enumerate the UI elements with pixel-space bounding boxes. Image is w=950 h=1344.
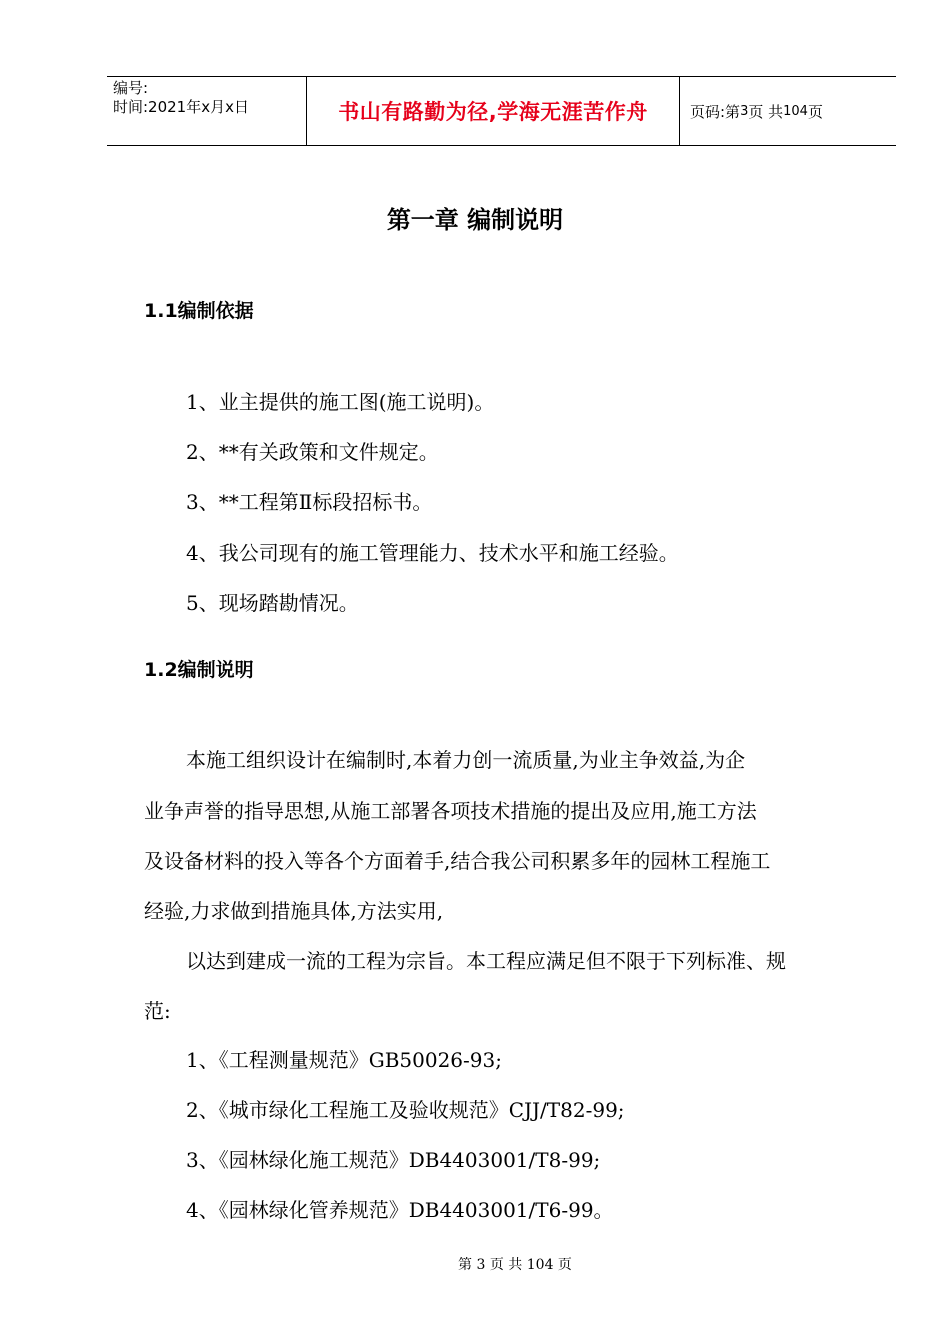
standard-item: 2、《城市绿化工程施工及验收规范》CJJ/T82-99; xyxy=(186,1098,625,1122)
standard-item: 3、《园林绿化施工规范》DB4403001/T8-99; xyxy=(186,1148,601,1172)
page-suffix: 页 xyxy=(807,102,823,121)
section-heading-notes: 1.2编制说明 xyxy=(144,659,254,681)
page-prefix: 页码:第 xyxy=(690,102,741,121)
basis-item: 1、业主提供的施工图(施工说明)。 xyxy=(186,390,495,414)
paragraph-line: 经验,力求做到措施具体,方法实用, xyxy=(144,899,444,923)
chapter-title: 第一章 编制说明 xyxy=(386,206,564,234)
paragraph-line: 业争声誉的指导思想,从施工部署各项技术措施的提出及应用,施工方法 xyxy=(144,799,757,823)
doc-number-label: 编号: xyxy=(113,79,149,97)
header-motto: 书山有路勤为径,学海无涯苦作舟 xyxy=(307,77,680,145)
page-footer: 第 3 页 共 104 页 xyxy=(458,1257,572,1273)
paragraph-line: 本施工组织设计在编制时,本着力创一流质量,为业主争效益,为企 xyxy=(186,748,746,772)
page-current: 3 xyxy=(740,103,749,119)
page-middle: 页 共 xyxy=(748,102,784,121)
header-page-number xyxy=(680,77,896,145)
standard-item: 4、《园林绿化管养规范》DB4403001/T6-99。 xyxy=(186,1198,614,1222)
doc-time-label: 时间:2021年x月x日 xyxy=(113,98,249,116)
page-total: 104 xyxy=(783,103,808,119)
standard-item: 1、《工程测量规范》GB50026-93; xyxy=(186,1048,502,1072)
paragraph-line: 以达到建成一流的工程为宗旨。本工程应满足但不限于下列标准、规 xyxy=(186,949,786,973)
header-meta xyxy=(107,77,307,145)
paragraph-line: 及设备材料的投入等各个方面着手,结合我公司积累多年的园林工程施工 xyxy=(144,849,771,873)
page-header xyxy=(107,76,896,146)
basis-item: 2、**有关政策和文件规定。 xyxy=(186,440,439,464)
section-heading-basis: 1.1编制依据 xyxy=(144,300,254,322)
paragraph-line: 范: xyxy=(144,999,171,1023)
basis-item: 3、**工程第Ⅱ标段招标书。 xyxy=(186,490,433,514)
basis-item: 5、现场踏勘情况。 xyxy=(186,591,359,615)
basis-item: 4、我公司现有的施工管理能力、技术水平和施工经验。 xyxy=(186,541,679,565)
